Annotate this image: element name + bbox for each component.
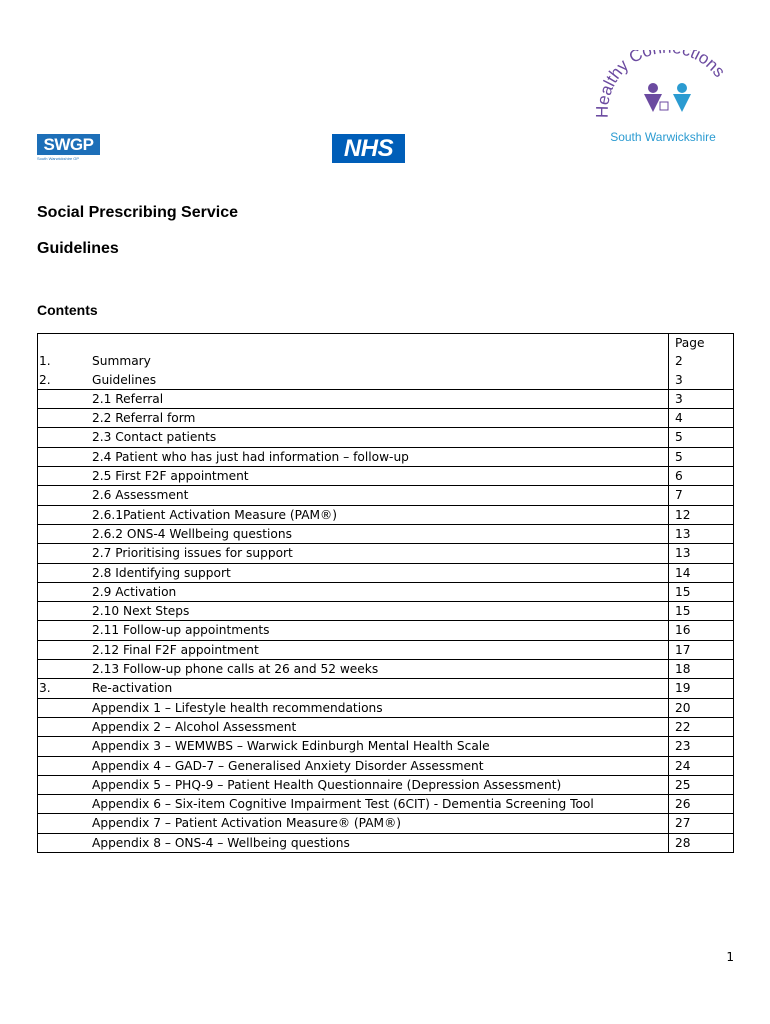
contents-row bbox=[38, 814, 734, 833]
section-number bbox=[38, 698, 92, 717]
contents-row bbox=[38, 409, 734, 428]
section-page: 25 bbox=[669, 775, 734, 794]
section-number bbox=[38, 505, 92, 524]
contents-row bbox=[38, 486, 734, 505]
section-title: 2.6.2 ONS-4 Wellbeing questions bbox=[91, 524, 669, 543]
contents-row bbox=[38, 833, 734, 852]
contents-row bbox=[38, 371, 734, 390]
section-title: 2.3 Contact patients bbox=[91, 428, 669, 447]
section-page: 20 bbox=[669, 698, 734, 717]
section-title: Appendix 7 – Patient Activation Measure® (PAM®) bbox=[91, 814, 669, 833]
healthy-connections-subtitle: South Warwickshire bbox=[610, 130, 716, 144]
section-page: 23 bbox=[669, 737, 734, 756]
section-page: 12 bbox=[669, 505, 734, 524]
section-page: 7 bbox=[669, 486, 734, 505]
contents-row bbox=[38, 660, 734, 679]
section-number bbox=[38, 524, 92, 543]
section-page: 15 bbox=[669, 602, 734, 621]
section-number bbox=[38, 814, 92, 833]
section-title: Guidelines bbox=[91, 371, 669, 390]
contents-row bbox=[38, 582, 734, 601]
section-number bbox=[38, 428, 92, 447]
section-title: Appendix 3 – WEMWBS – Warwick Edinburgh Mental Health Scale bbox=[91, 737, 669, 756]
nhs-logo: NHS bbox=[332, 134, 405, 163]
section-page: 4 bbox=[669, 409, 734, 428]
section-page: 28 bbox=[669, 833, 734, 852]
section-page: 6 bbox=[669, 467, 734, 486]
document-title: Social Prescribing Service bbox=[37, 204, 238, 221]
contents-row bbox=[38, 621, 734, 640]
section-number bbox=[38, 640, 92, 659]
section-page: 17 bbox=[669, 640, 734, 659]
section-title: 2.12 Final F2F appointment bbox=[91, 640, 669, 659]
swgp-logo-subtext: South Warwickshire GP bbox=[37, 156, 80, 161]
section-number bbox=[38, 660, 92, 679]
section-title: Re-activation bbox=[91, 679, 669, 698]
section-title: 2.2 Referral form bbox=[91, 409, 669, 428]
contents-row bbox=[38, 524, 734, 543]
section-number bbox=[38, 467, 92, 486]
section-title: 2.6 Assessment bbox=[91, 486, 669, 505]
contents-row bbox=[38, 447, 734, 466]
section-number bbox=[38, 756, 92, 775]
contents-row bbox=[38, 737, 734, 756]
section-title: 2.1 Referral bbox=[91, 389, 669, 408]
section-number bbox=[38, 544, 92, 563]
section-title: 2.9 Activation bbox=[91, 582, 669, 601]
contents-row bbox=[38, 775, 734, 794]
contents-table bbox=[37, 333, 734, 853]
healthy-connections-emblem bbox=[588, 50, 738, 130]
healthy-connections-logo bbox=[588, 50, 738, 150]
contents-row bbox=[38, 795, 734, 814]
section-title: Appendix 6 – Six-item Cognitive Impairment Test (6CIT) - Dementia Screening Tool bbox=[91, 795, 669, 814]
contents-row bbox=[38, 428, 734, 447]
section-title: 2.11 Follow-up appointments bbox=[91, 621, 669, 640]
section-page: 3 bbox=[675, 372, 683, 387]
section-page: 5 bbox=[669, 428, 734, 447]
section-number bbox=[38, 486, 92, 505]
healthy-connections-arc-text: Healthy Co ctions bbox=[592, 50, 730, 119]
contents-row bbox=[38, 698, 734, 717]
section-page: 3 bbox=[669, 389, 734, 408]
section-page: 24 bbox=[669, 756, 734, 775]
contents-row bbox=[38, 717, 734, 736]
section-title: Appendix 1 – Lifestyle health recommendations bbox=[91, 698, 669, 717]
contents-row bbox=[38, 756, 734, 775]
contents-row bbox=[38, 679, 734, 698]
section-title: Appendix 8 – ONS-4 – Wellbeing questions bbox=[91, 833, 669, 852]
document-subtitle: Guidelines bbox=[37, 240, 119, 257]
page-number: 1 bbox=[726, 950, 734, 964]
section-title: Appendix 4 – GAD-7 – Generalised Anxiety Disorder Assessment bbox=[91, 756, 669, 775]
contents-row bbox=[38, 544, 734, 563]
section-title: 2.7 Prioritising issues for support bbox=[91, 544, 669, 563]
section-page: 27 bbox=[669, 814, 734, 833]
section-title: 2.5 First F2F appointment bbox=[91, 467, 669, 486]
section-page: 16 bbox=[669, 621, 734, 640]
section-title: 2.10 Next Steps bbox=[91, 602, 669, 621]
section-page: 19 bbox=[669, 679, 734, 698]
section-number bbox=[38, 737, 92, 756]
section-title: Appendix 5 – PHQ-9 – Patient Health Questionnaire (Depression Assessment) bbox=[91, 775, 669, 794]
contents-row bbox=[38, 602, 734, 621]
contents-heading: Contents bbox=[37, 302, 98, 318]
section-number bbox=[38, 447, 92, 466]
section-title: Summary bbox=[91, 352, 669, 370]
contents-row bbox=[38, 563, 734, 582]
swgp-logo bbox=[37, 134, 100, 162]
section-title: 2.8 Identifying support bbox=[91, 563, 669, 582]
section-number bbox=[38, 563, 92, 582]
section-title: 2.4 Patient who has just had information – follow-up bbox=[91, 447, 669, 466]
section-number bbox=[38, 717, 92, 736]
section-page: 13 bbox=[669, 524, 734, 543]
section-number bbox=[38, 582, 92, 601]
contents-row bbox=[38, 389, 734, 408]
section-number: 2. bbox=[39, 372, 51, 387]
swgp-logo-mark: SWGP bbox=[37, 134, 100, 155]
contents-row bbox=[38, 640, 734, 659]
section-title: Appendix 2 – Alcohol Assessment bbox=[91, 717, 669, 736]
section-number bbox=[38, 621, 92, 640]
section-number bbox=[38, 795, 92, 814]
section-number bbox=[38, 409, 92, 428]
section-number: 1. bbox=[39, 354, 51, 369]
section-number bbox=[38, 389, 92, 408]
section-page: 13 bbox=[669, 544, 734, 563]
contents-row bbox=[38, 505, 734, 524]
section-page: 2 bbox=[675, 354, 683, 369]
section-page: 22 bbox=[669, 717, 734, 736]
contents-row bbox=[38, 467, 734, 486]
section-page: 18 bbox=[669, 660, 734, 679]
section-number bbox=[38, 602, 92, 621]
section-number bbox=[38, 775, 92, 794]
section-number: 3. bbox=[38, 679, 92, 698]
section-page: 14 bbox=[669, 563, 734, 582]
contents-row bbox=[38, 352, 734, 370]
page-column-header: Page bbox=[675, 336, 705, 350]
section-title: 2.6.1Patient Activation Measure (PAM®) bbox=[91, 505, 669, 524]
section-number bbox=[38, 833, 92, 852]
section-title: 2.13 Follow-up phone calls at 26 and 52 weeks bbox=[91, 660, 669, 679]
contents-header-row bbox=[38, 334, 734, 353]
section-page: 15 bbox=[669, 582, 734, 601]
section-page: 26 bbox=[669, 795, 734, 814]
section-page: 5 bbox=[669, 447, 734, 466]
